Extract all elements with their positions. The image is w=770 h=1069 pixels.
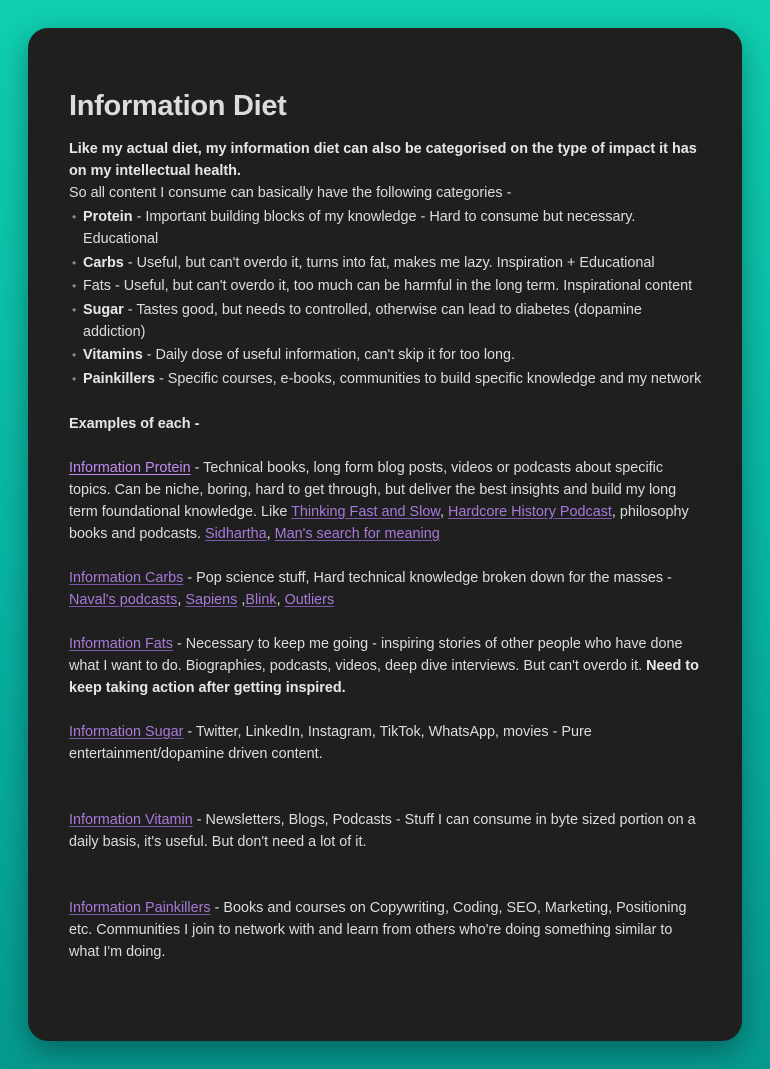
- sugar-paragraph: Information Sugar - Twitter, LinkedIn, Instagram, TikTok, WhatsApp, movies - Pure entertainment/dopamine driven content.: [69, 724, 592, 762]
- bullet-icon: •: [72, 255, 77, 270]
- protein-paragraph: Information Protein - Technical books, long form blog posts, videos or podcasts about specific topics. Can be niche, boring, hard to get through, but deliver the best insights and build my long term foundational knowledge. Like Thinking Fast and Slow, Hardcore History Podcast, philosophy books and podcasts. Sidhartha, Man's search for meaning: [69, 460, 689, 542]
- link-outliers[interactable]: Outliers: [284, 592, 335, 608]
- list-item-sugar: • Sugar - Tastes good, but needs to controlled, otherwise can lead to diabetes (dopamine addiction): [69, 299, 702, 343]
- examples-heading: Examples of each -: [69, 416, 200, 432]
- bullet-icon: •: [72, 348, 77, 362]
- link-mans-search-for-meaning[interactable]: Man's search for meaning: [274, 526, 440, 542]
- note-card: [28, 28, 742, 1041]
- category-list: [69, 206, 702, 390]
- link-information-protein[interactable]: Information Protein: [69, 460, 191, 476]
- list-item-vitamins: • Vitamins - Daily dose of useful information, can't skip it for too long.: [69, 344, 702, 366]
- link-hardcore-history-podcast[interactable]: Hardcore History Podcast: [447, 504, 612, 520]
- list-item-painkillers: • Painkillers - Specific courses, e-books, communities to build specific knowledge and my network: [69, 368, 702, 390]
- list-item-fats: • Fats - Useful, but can't overdo it, too much can be harmful in the long term. Inspirational content: [69, 275, 702, 297]
- link-information-vitamin[interactable]: Information Vitamin: [69, 812, 193, 828]
- intro-lead: So all content I consume can basically have the following categories -: [69, 185, 512, 201]
- faint-header: · · · ·: [371, 80, 399, 86]
- bullet-icon: •: [72, 210, 77, 224]
- painkillers-paragraph: Information Painkillers - Books and courses on Copywriting, Coding, SEO, Marketing, Positioning etc. Communities I join to network with and learn from others who're doing something similar to what I'm doing.: [69, 900, 687, 960]
- link-navals-podcasts[interactable]: Naval's podcasts: [69, 592, 178, 608]
- link-sidhartha[interactable]: Sidhartha: [205, 526, 267, 542]
- bullet-icon: •: [72, 279, 77, 293]
- link-information-fats[interactable]: Information Fats: [69, 636, 173, 652]
- list-item-carbs: • Carbs - Useful, but can't overdo it, turns into fat, makes me lazy. Inspiration + Educational: [69, 252, 702, 274]
- link-information-carbs[interactable]: Information Carbs: [69, 570, 184, 586]
- link-sapiens[interactable]: Sapiens: [185, 592, 238, 608]
- vitamin-paragraph: Information Vitamin - Newsletters, Blogs, Podcasts - Stuff I can consume in byte sized portion on a daily basis, it's useful. But don't need a lot of it.: [69, 812, 696, 850]
- link-thinking-fast-and-slow[interactable]: Thinking Fast and Slow: [291, 504, 440, 520]
- link-blink[interactable]: Blink: [245, 592, 277, 608]
- bullet-icon: •: [72, 371, 77, 386]
- list-item-protein: • Protein - Important building blocks of my knowledge - Hard to consume but necessary. Educational: [69, 206, 702, 250]
- link-information-sugar[interactable]: Information Sugar: [69, 724, 184, 740]
- link-information-painkillers[interactable]: Information Painkillers: [69, 900, 211, 916]
- page-title: Information Diet: [69, 90, 287, 122]
- carbs-paragraph: Information Carbs - Pop science stuff, Hard technical knowledge broken down for the masses - Naval's podcasts, Sapiens ,Blink, Outliers: [69, 570, 672, 608]
- intro-bold: Like my actual diet, my information diet can also be categorised on the type of impact it has on my intellectual health.: [69, 141, 697, 179]
- bullet-icon: •: [72, 302, 77, 317]
- fats-paragraph: Information Fats - Necessary to keep me going - inspiring stories of other people who have done what I want to do. Biographies, podcasts, videos, deep dive interviews. But can't overdo it. Need to keep taking action after getting inspired.: [69, 636, 699, 696]
